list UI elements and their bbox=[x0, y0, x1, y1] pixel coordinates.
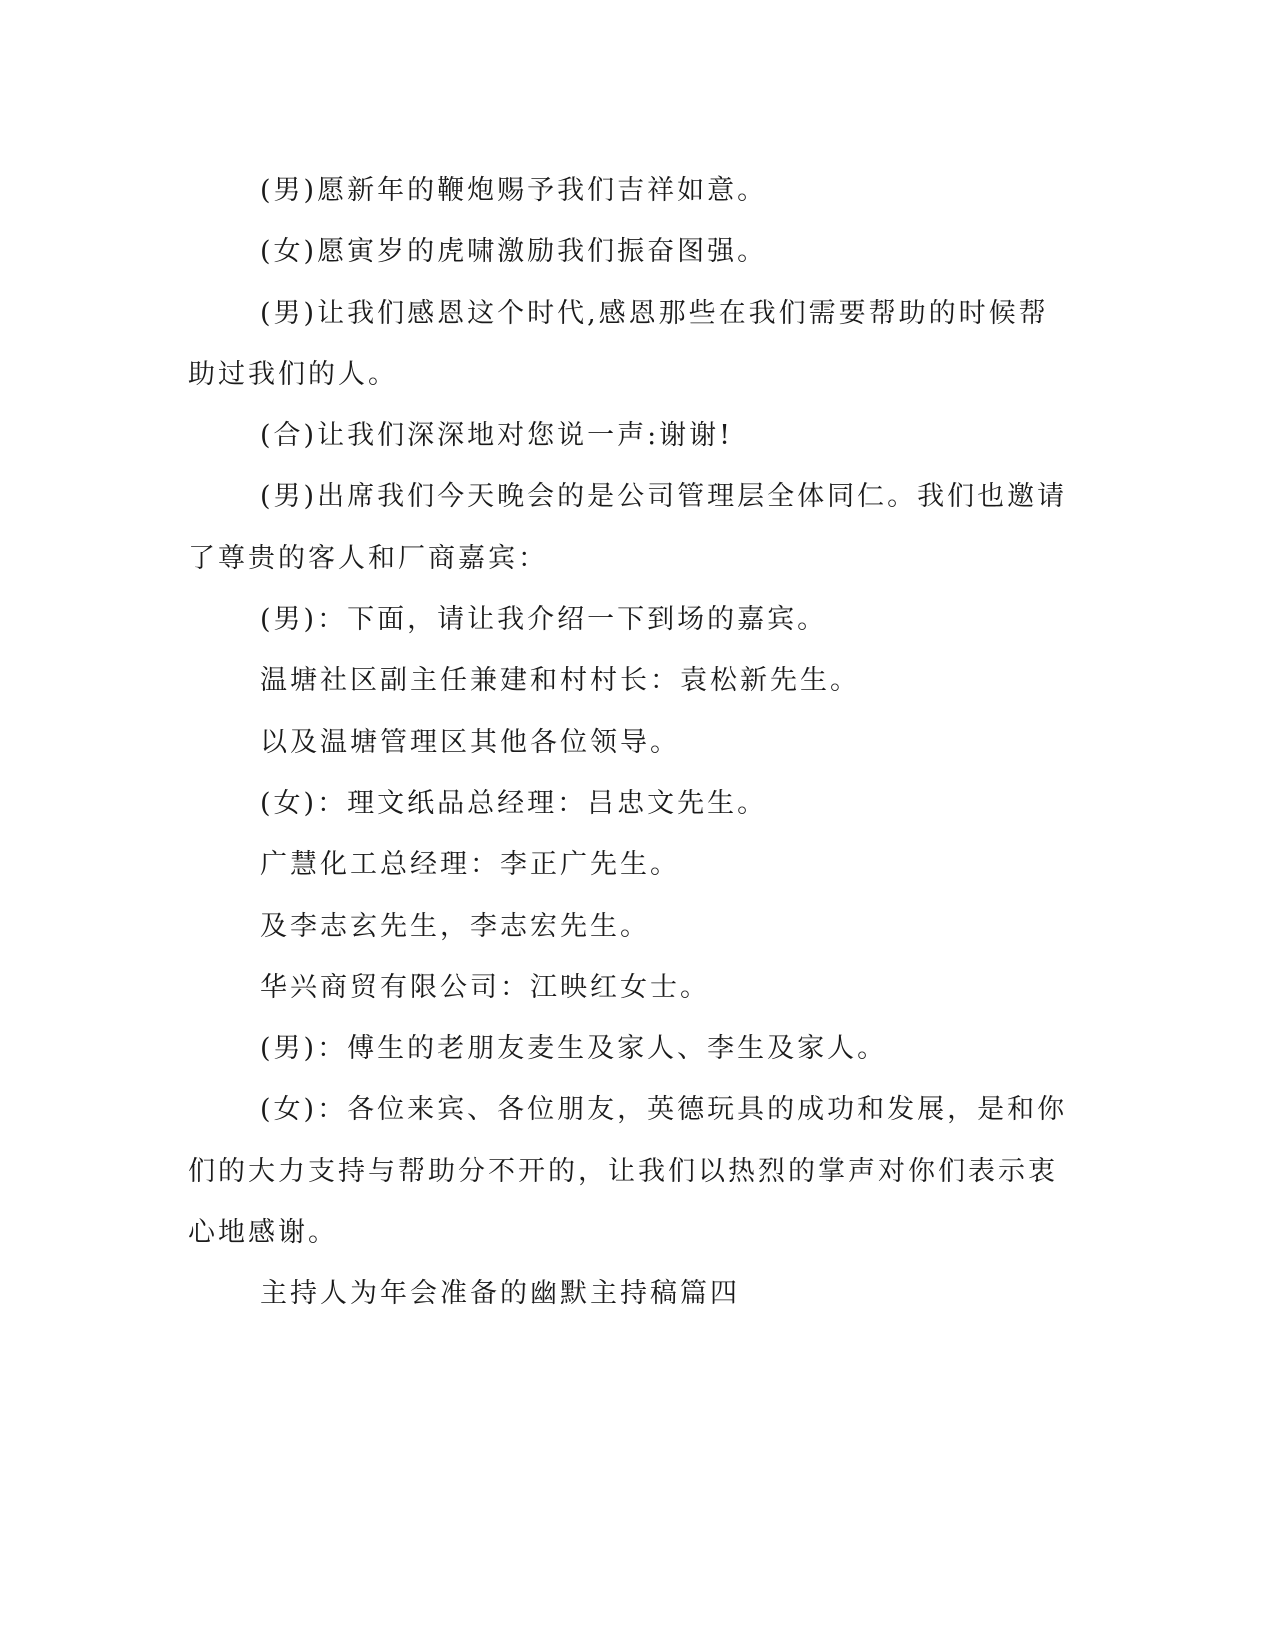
document-body bbox=[188, 160, 1078, 1325]
paragraph-8: 以及温塘管理区其他各位领导。 bbox=[260, 726, 680, 758]
paragraph-11: 及李志玄先生，李志宏先生。 bbox=[260, 910, 650, 942]
section-heading: 主持人为年会准备的幽默主持稿篇四 bbox=[260, 1278, 740, 1310]
paragraph-10: 广慧化工总经理：李正广先生。 bbox=[260, 849, 680, 881]
paragraph-5: (男)出席我们今天晚会的是公司管理层全体同仁。我们也邀请了尊贵的客人和厂商嘉宾： bbox=[188, 481, 1068, 574]
paragraph-6: (男)：下面，请让我介绍一下到场的嘉宾。 bbox=[260, 604, 828, 636]
paragraph-7: 温塘社区副主任兼建和村村长：袁松新先生。 bbox=[260, 665, 860, 697]
paragraph-9: (女)：理文纸品总经理：吕忠文先生。 bbox=[260, 787, 768, 819]
paragraph-13: (男)：傅生的老朋友麦生及家人、李生及家人。 bbox=[260, 1033, 888, 1065]
paragraph-12: 华兴商贸有限公司：江映红女士。 bbox=[260, 971, 710, 1003]
paragraph-1: (男)愿新年的鞭炮赐予我们吉祥如意。 bbox=[260, 175, 768, 206]
paragraph-3: (男)让我们感恩这个时代,感恩那些在我们需要帮助的时候帮助过我们的人。 bbox=[188, 297, 1049, 390]
paragraph-2: (女)愿寅岁的虎啸激励我们振奋图强。 bbox=[260, 236, 768, 268]
paragraph-4: (合)让我们深深地对您说一声:谢谢! bbox=[260, 420, 734, 452]
paragraph-14: (女)：各位来宾、各位朋友，英德玩具的成功和发展，是和你们的大力支持与帮助分不开的，让我们以热烈的掌声对你们表示衷心地感谢。 bbox=[188, 1094, 1068, 1249]
